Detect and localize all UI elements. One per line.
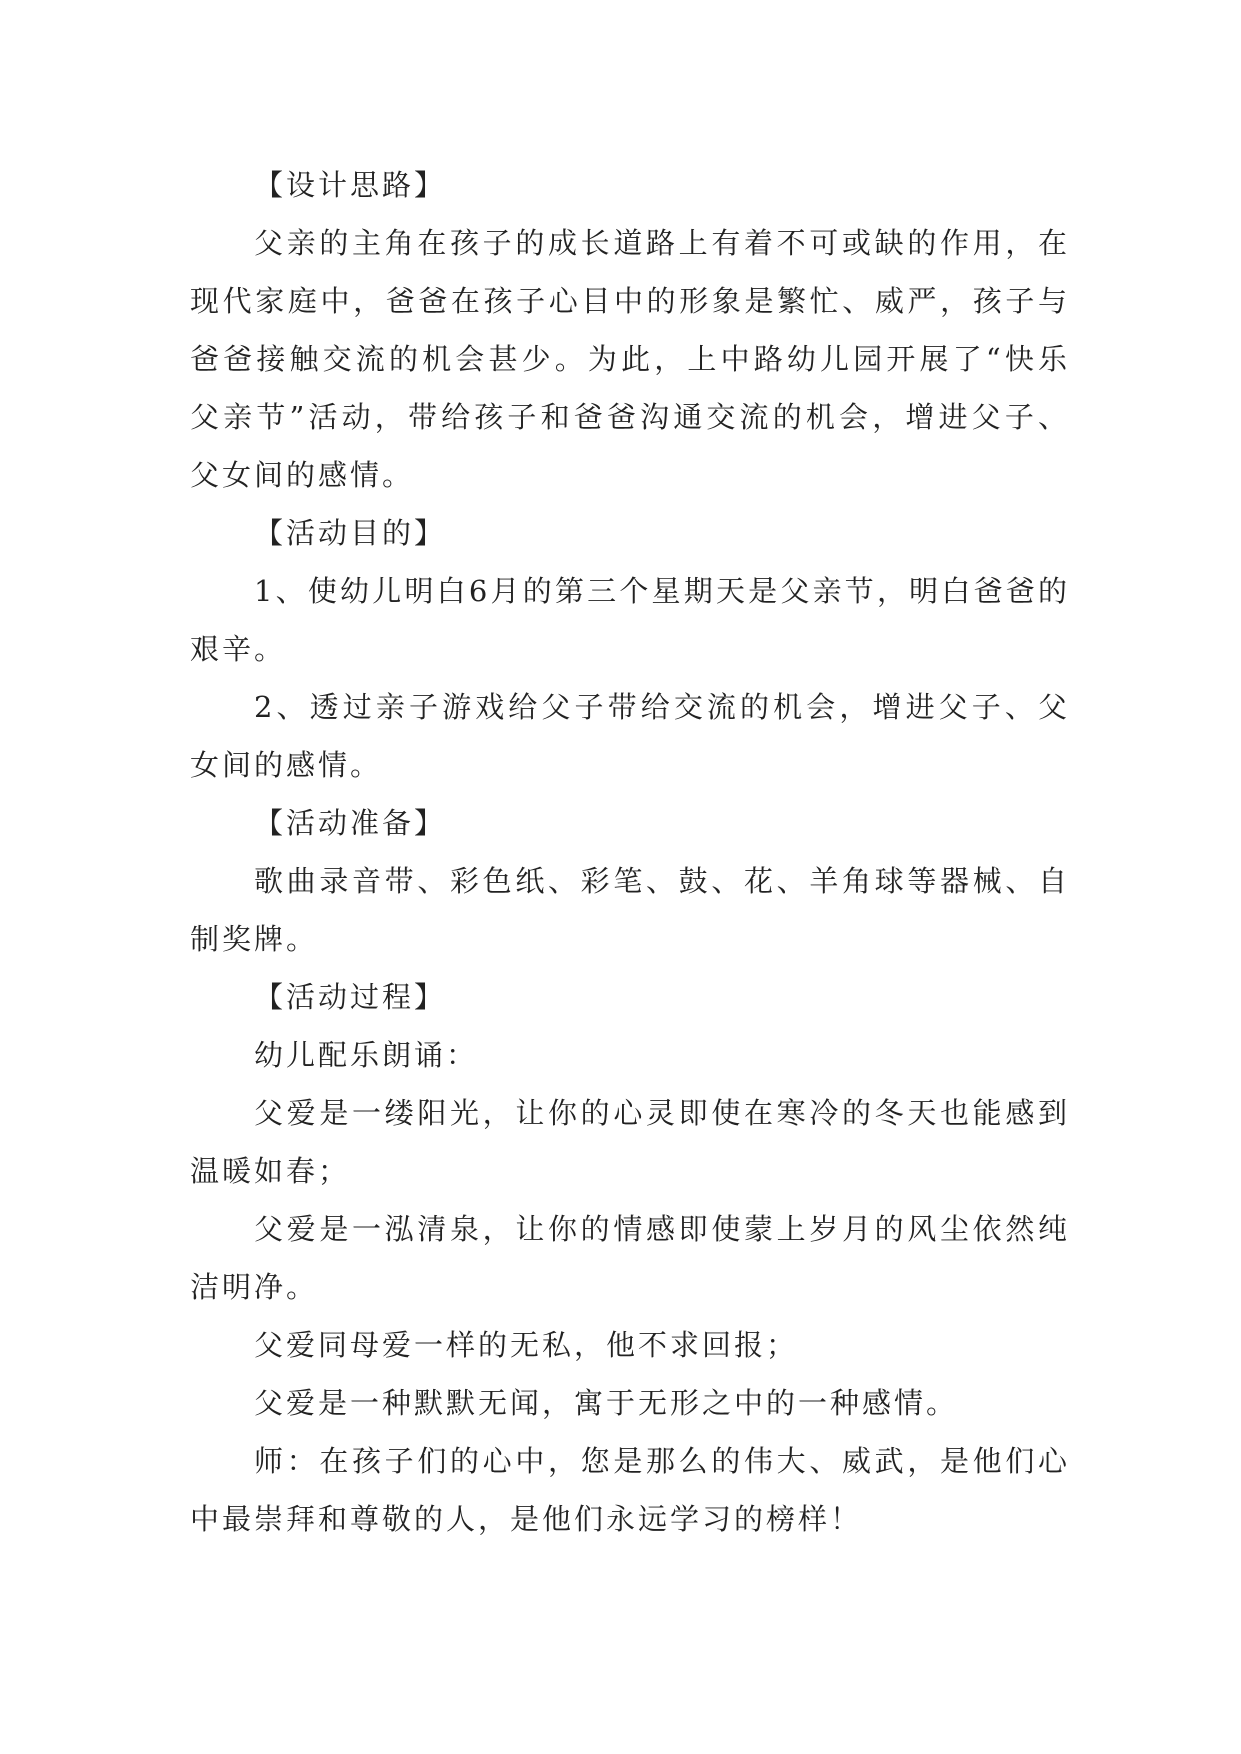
paragraph-goal-2: 2、透过亲子游戏给父子带给交流的机会，增进父子、父女间的感情。 <box>190 690 1070 782</box>
paragraph-poem-line-1: 父爱是一缕阳光，让你的心灵即使在寒冷的冬天也能感到温暖如春； <box>190 1096 1070 1188</box>
section-heading-activity-goals: 【活动目的】 <box>254 516 447 550</box>
section-heading-activity-preparation: 【活动准备】 <box>254 806 447 840</box>
paragraph-poem-line-2: 父爱是一泓清泉，让你的情感即使蒙上岁月的风尘依然纯洁明净。 <box>190 1212 1070 1304</box>
section-heading-activity-process: 【活动过程】 <box>254 980 447 1014</box>
paragraph-design-idea: 父亲的主角在孩子的成长道路上有着不可或缺的作用，在现代家庭中，爸爸在孩子心目中的形象是繁忙、威严，孩子与爸爸接触交流的机会甚少。为此，上中路幼儿园开展了“快乐父亲节”活动，带给孩子和爸爸沟通交流的机会，增进父子、父女间的感情。 <box>190 226 1070 492</box>
document-body <box>190 156 1070 1548</box>
paragraph-teacher-remark: 师：在孩子们的心中，您是那么的伟大、威武，是他们心中最崇拜和尊敬的人，是他们永远学习的榜样！ <box>190 1444 1070 1536</box>
paragraph-poem-line-4: 父爱是一种默默无闻，寓于无形之中的一种感情。 <box>254 1386 959 1420</box>
paragraph-poem-line-3: 父爱同母爱一样的无私，他不求回报； <box>254 1328 799 1362</box>
paragraph-preparation: 歌曲录音带、彩色纸、彩笔、鼓、花、羊角球等器械、自制奖牌。 <box>190 864 1070 956</box>
paragraph-recitation-intro: 幼儿配乐朗诵： <box>254 1038 479 1072</box>
section-heading-design-idea: 【设计思路】 <box>254 168 447 202</box>
paragraph-goal-1: 1、使幼儿明白6月的第三个星期天是父亲节，明白爸爸的艰辛。 <box>190 574 1070 666</box>
